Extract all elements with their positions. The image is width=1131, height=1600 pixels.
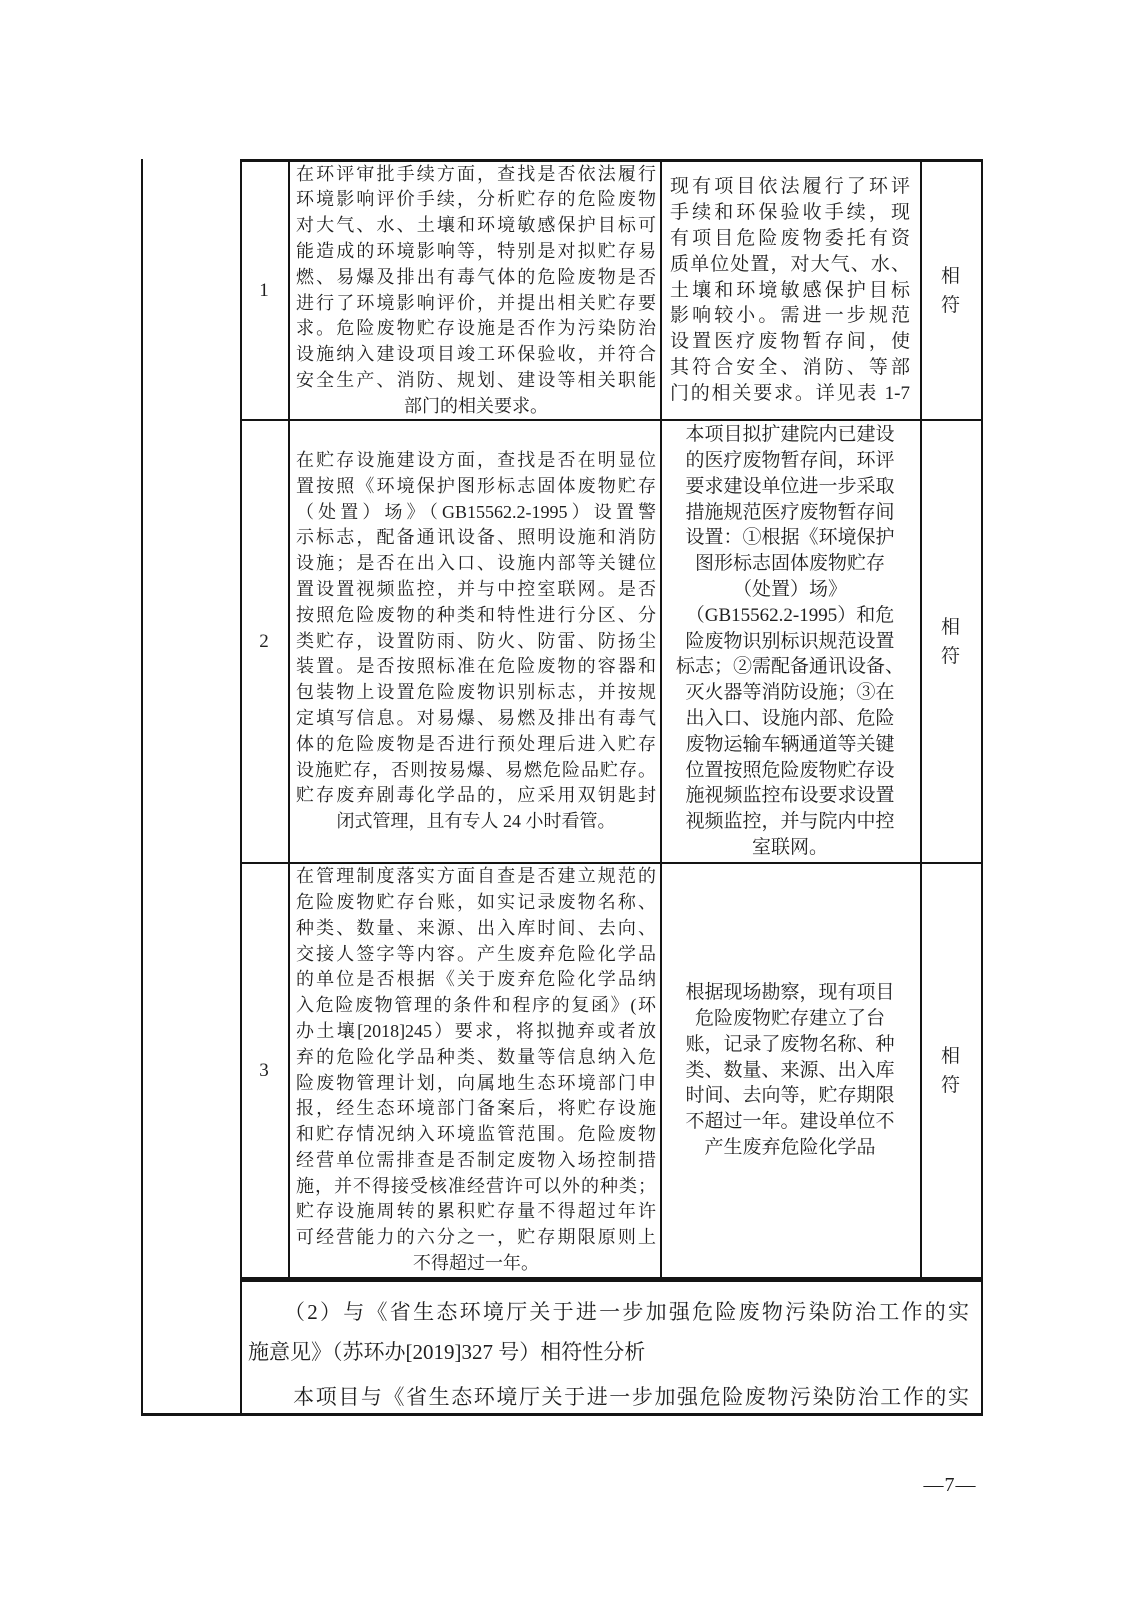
conclusion-cell-2: [922, 421, 979, 862]
table-border-left: [141, 159, 143, 1416]
analysis-cell-2: [662, 421, 918, 862]
conclusion-text-3: 相符: [940, 1045, 960, 1096]
row-number-3: [242, 864, 286, 1277]
requirement-text-3: 在管理制度落实方面自查是否建立规范的 危险废物贮存台账，如实记录废物名称、 种类、数量、来源、出入库时间、去向、 交接人签字等内容。产生废弃危险化学品 的单位是否根据《关于废弃危险化学品纳 入危险废物管理的条件和程序的复函》(环 办土壤[2018]245）要求，将拟抛弃或者放 弃的危险化学品种类、数量等信息纳入危 险废物管理计划，向属地生态环境部门申 报，经生态环境部门备案后，将贮存设施 和贮存情况纳入环境监管范围。危险废物 经营单位需排查是否制定废物入场控制措 施，并不得接受核准经营许可以外的种类； 贮存设施周转的累积贮存量不得超过年许 可经营能力的六分之一，贮存期限原则上 不得超过一年。: [296, 866, 656, 1274]
row-number-1: [242, 162, 286, 419]
analysis-text-1: 现有项目依法履行了环评 手续和环保验收手续，现 有项目危险废物委托有资 质单位处置，对大气、水、 土壤和环境敏感保护目标 影响较小。需进一步规范 设置医疗废物暂存间，使 其符合安全、消防、等部 门的相关要求。详见表 1-7: [670, 176, 910, 404]
footer-paragraph-1: （2）与《省生态环境厅关于进一步加强危险废物污染防治工作的实 施意见》（苏环办[2019]327 号）相符性分析: [248, 1300, 969, 1364]
requirement-cell-3: [290, 864, 658, 1277]
row-number-1-value: 1: [259, 279, 269, 301]
row-number-3-value: 3: [259, 1059, 269, 1081]
conclusion-text-2: 相符: [940, 616, 960, 667]
conclusion-cell-1: [922, 162, 979, 419]
conclusion-cell-3: [922, 864, 979, 1277]
requirement-cell-2: [290, 421, 658, 862]
page-number: —7—: [923, 1474, 977, 1496]
requirement-cell-1: [290, 162, 658, 419]
row-number-2-value: 2: [259, 630, 269, 652]
analysis-cell-1: [662, 162, 918, 419]
analysis-text-2: 本项目拟扩建院内已建设 的医疗废物暂存间，环评 要求建设单位进一步采取 措施规范医疗废物暂存间 设置：①根据《环境保护 图形标志固体废物贮存 （处置）场》 （GB15562.2-1995）和危 险废物识别标识规范设置 标志；②需配备通讯设备、 灭火器等消防设施；③在 出入口、设施内部、危险 废物运输车辆通道等关键 位置按照危险废物贮存设 施视频监控布设要求设置 视频监控，并与院内中控 室联网。: [675, 424, 904, 858]
requirement-text-2: 在贮存设施建设方面，查找是否在明显位 置按照《环境保护图形标志固体废物贮存 （处置）场》（GB15562.2-1995）设置警 示标志，配备通讯设备、照明设施和消防 设施；是否在出入口、设施内部等关键位 置设置视频监控，并与中控室联网。是否 按照危险废物的种类和特性进行分区、分 类贮存，设置防雨、防火、防雷、防扬尘 装置。是否按照标准在危险废物的容器和 包装物上设置危险废物识别标志，并按规 定填写信息。对易爆、易燃及排出有毒气 体的危险废物是否进行预处理后进入贮存 设施贮存，否则按易爆、易燃危险品贮存。 贮存废弃剧毒化学品的，应采用双钥匙封 闭式管理，且有专人 24 小时看管。: [296, 450, 656, 832]
conclusion-text-1: 相符: [940, 265, 960, 316]
row-number-2: [242, 421, 286, 862]
table-border-right: [981, 159, 983, 1416]
footer-cell: [242, 1282, 981, 1413]
analysis-text-3: 根据现场勘察，现有项目 危险废物贮存建立了台 账，记录了废物名称、种 类、数量、来源、出入库 时间、去向等，贮存期限 不超过一年。建设单位不 产生废弃危险化学品: [685, 982, 895, 1158]
requirement-text-1: 在环评审批手续方面，查找是否依法履行 环境影响评价手续，分析贮存的危险废物 对大气、水、土壤和环境敏感保护目标可 能造成的环境影响等，特别是对拟贮存易 燃、易爆及排出有毒气体的危险废物是否 进行了环境影响评价，并提出相关贮存要 求。危险废物贮存设施是否作为污染防治 设施纳入建设项目竣工环保验收，并符合 安全生产、消防、规划、建设等相关职能 部门的相关要求。: [296, 163, 656, 416]
footer-paragraph-2: 本项目与《省生态环境厅关于进一步加强危险废物污染防治工作的实: [248, 1385, 969, 1409]
analysis-cell-3: [662, 864, 918, 1277]
